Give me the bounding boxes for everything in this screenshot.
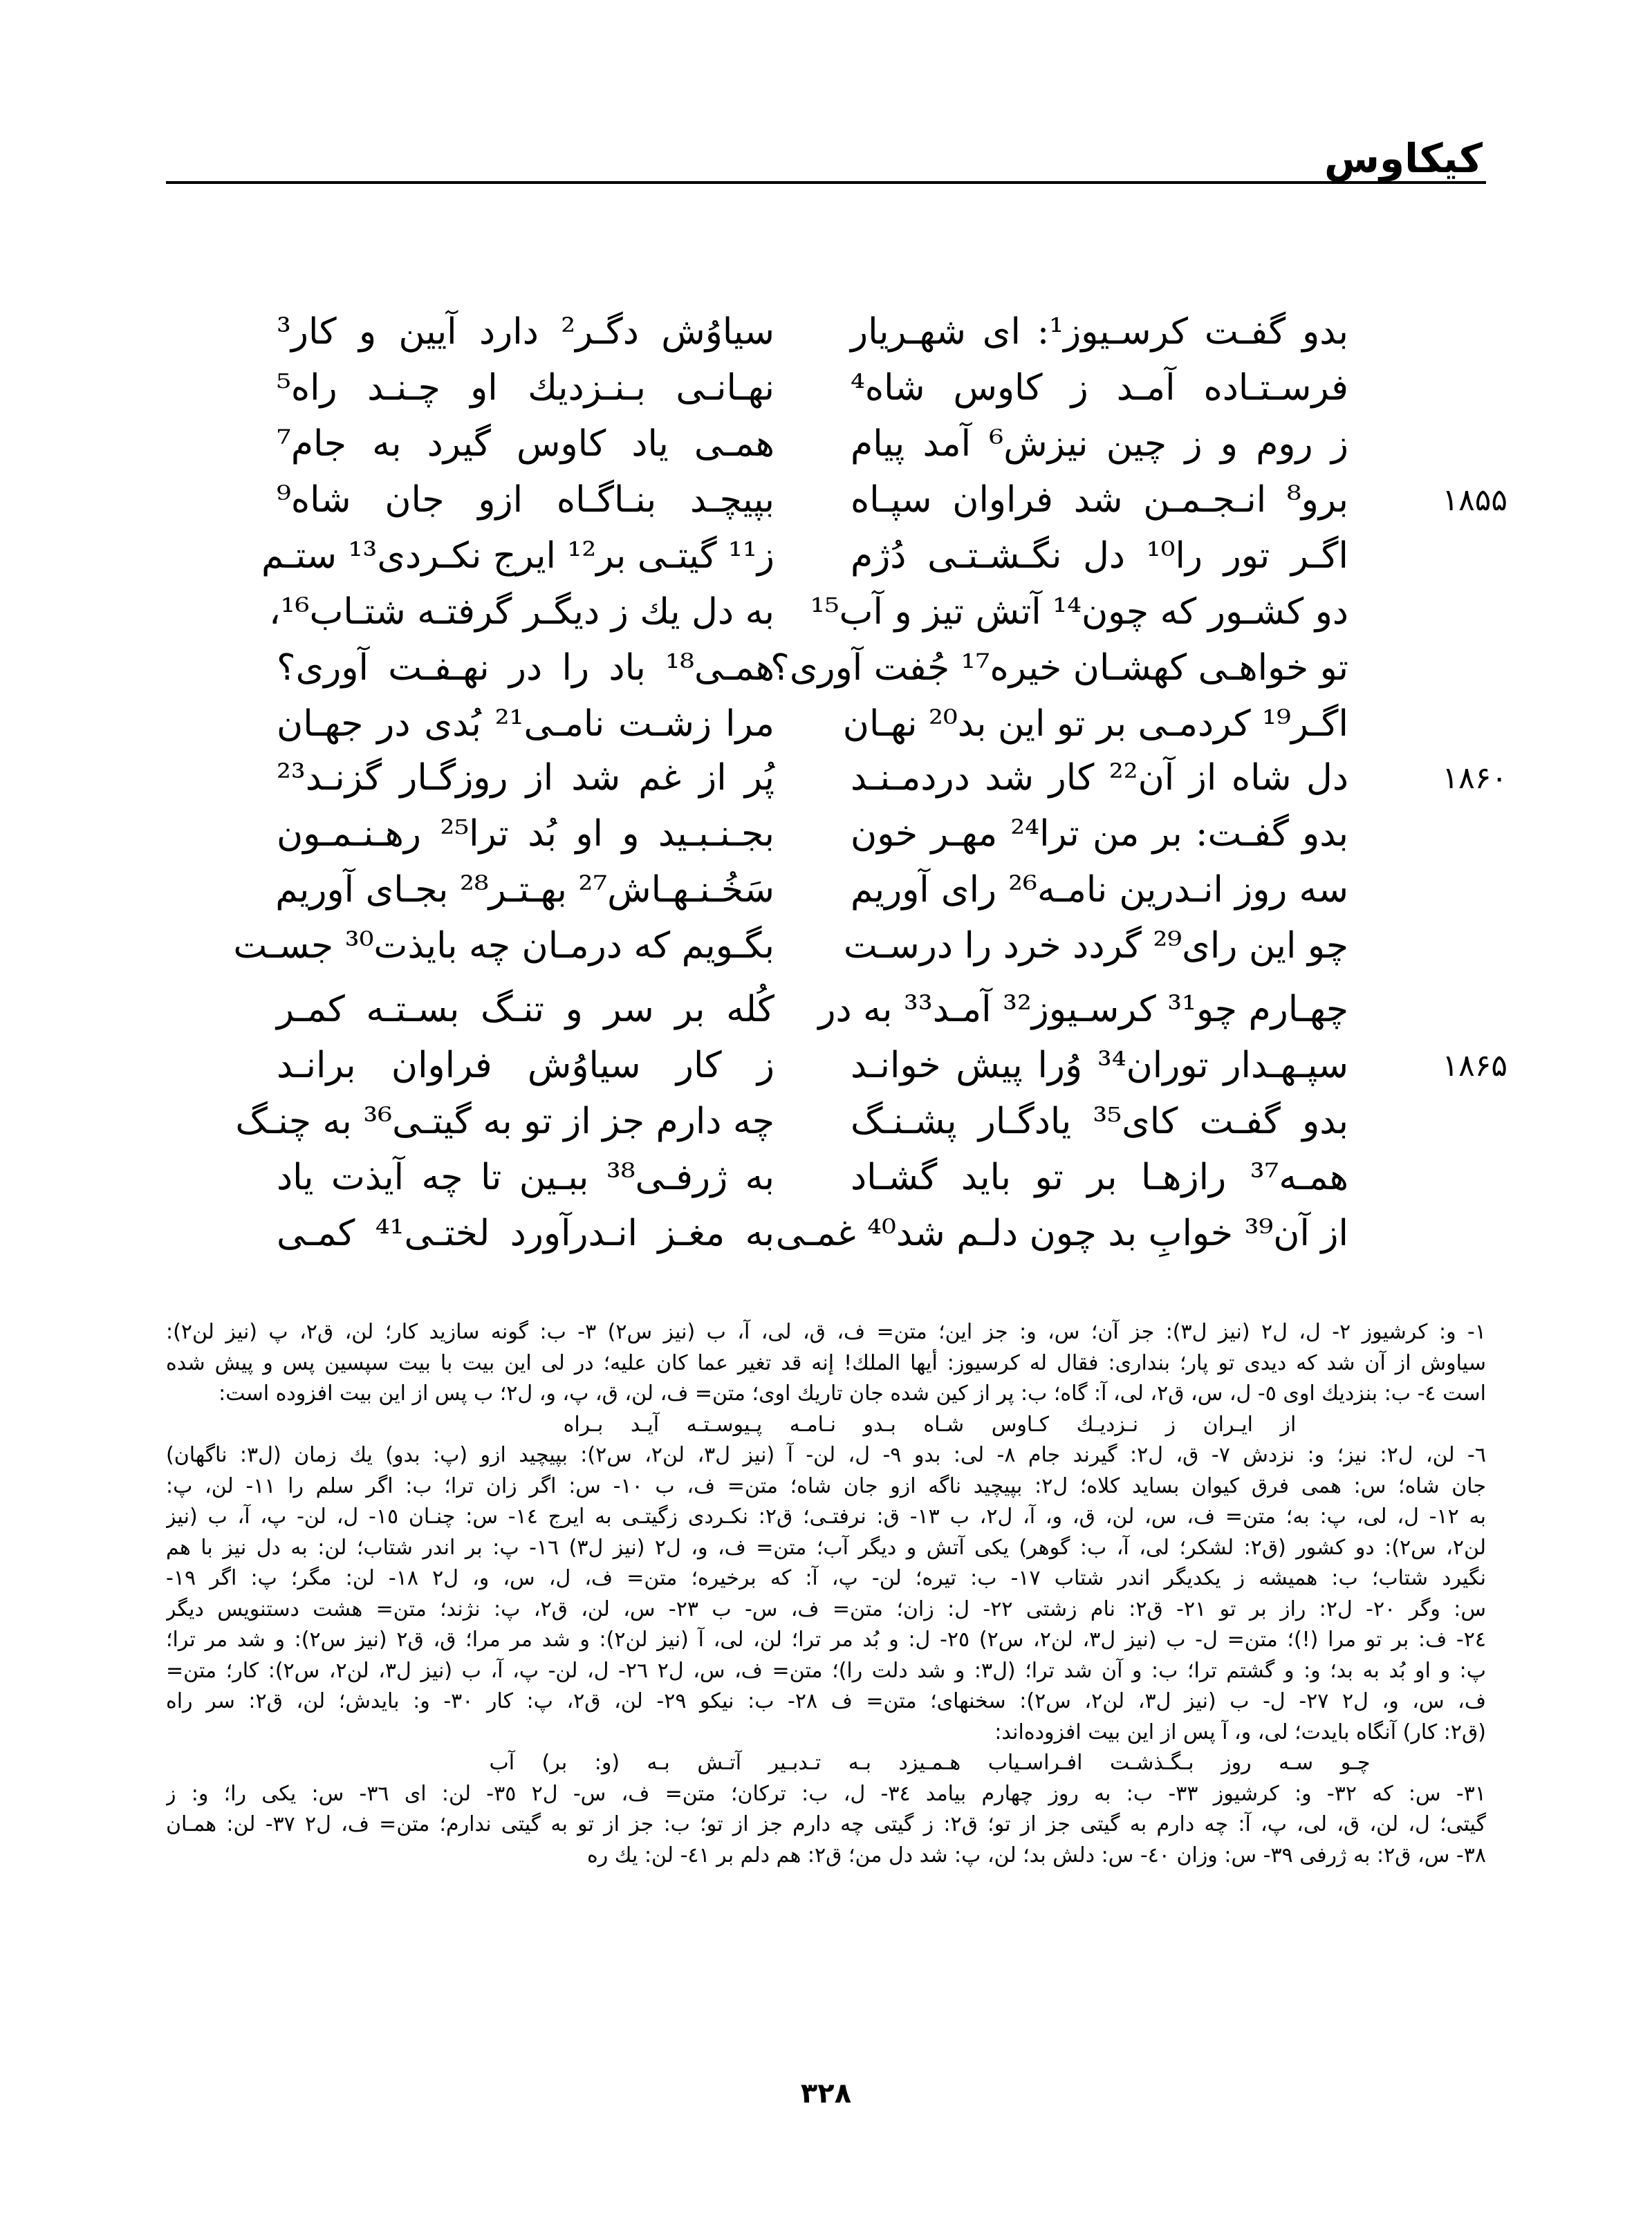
- hemistich-left: ز¹¹ گیتـی بر¹² ایرج نکـردی¹³ ستـم: [261, 535, 774, 577]
- couplet: [233, 918, 1348, 974]
- couplet: [277, 862, 1348, 918]
- hemistich-left: به دل یك ز دیگـر گرفتـه شتـاب¹⁶،: [268, 591, 774, 633]
- couplet: [277, 1038, 1507, 1094]
- hemistich-left: به ژرفـی³⁸ ببـین تا چه آیذت یاد: [277, 1157, 774, 1198]
- couplet: [277, 806, 1348, 862]
- couplet: [277, 472, 1507, 528]
- hemistich-right: همـه³⁷ رازهـا بر تو باید گشـاد: [851, 1157, 1348, 1198]
- header-rule: [166, 181, 1486, 184]
- footnote-line: ٦- لن، ل٢: نیز؛ و: نزدش ٧- ق، ل٢: گیرند جام ٨- لی: بدو ٩- ل، لن- آ (نیز ل٣، لن٢، س٢): بپیچید ازو (پ: بدو) یك زمان (ل٣: ناگهان): [166, 1443, 1486, 1467]
- hemistich-left: سیاوُش دگـر² دارد آیین و کار³: [277, 311, 774, 353]
- verse-line-number: ۱۸۶۵: [1442, 1048, 1507, 1083]
- hemistich-left: همـی¹⁸ باد را در نهـفـت آوری؟: [277, 647, 774, 689]
- hemistich-right: دل شاه از آن²² کار شد دردمـنـد: [851, 757, 1348, 799]
- couplet: [277, 750, 1507, 806]
- footnote-line: س: وگر ٢٠- ل٢: راز بر تو ٢١- ق٢: نام زشتی ٢٢- ل: زان؛ متن= ف، س- ب ٢٣- س، لن، ق٢، پ: نژند؛ متن= هشت دستنویس دیگر: [166, 1596, 1486, 1621]
- hemistich-left: پُر از غم شد از روزگـار گزنـد²³: [277, 757, 774, 799]
- footnote-line: ٢٤- ف: بر تو مرا (!)؛ متن= ل- ب (نیز ل٣، لن٢، س٢) ٢٥- ل: و بُد مر ترا؛ لن، لی، آ (نیز لن٢): و شد مر مرا؛ ق، ق٢ (نیز س٢): و شد مر ترا؛: [166, 1628, 1486, 1652]
- footnote-line: ٣١- س: که ٣٢- و: کرشیوز ٣٣- ب: به روز چهارم بیامد ٣٤- ل، ب: ترکان؛ متن= ف، س- ل٢ ٣٥- لن: ای ٣٦- س: یکی را؛ و: ز: [166, 1781, 1486, 1806]
- couplet: [235, 1094, 1348, 1150]
- hemistich-left: نهـانـی بـنـزدیك او چـنـد راه⁵: [277, 367, 774, 409]
- hemistich-left: بجـنـبـید و او بُد ترا²⁵ رهـنـمـون: [277, 813, 774, 855]
- couplet: [277, 360, 1348, 416]
- footnote-line: ف، س، و، ل٢ ٢٧- ل- ب (نیز ل٣، لن٢، س٢): سخنهای؛ متن= ف ٢٨- ب: نیکو ٢٩- لن، ق٢، پ: کار ٣٠- و: بایدش؛ لن، ق٢: سر راه: [166, 1689, 1486, 1713]
- verse-line-number: ۱۸۵۵: [1442, 483, 1507, 518]
- footnote-line: لن٢، س٢): دو کشور (ق٢: لشکر؛ لی، آ، ب: گوهر) یکی آتش و دیگر آب؛ متن= ف، و، ل٢ (نیز ل٣) ١٦- پ: بر اندر شتاب؛ لن: به دل نیز با هم: [166, 1535, 1486, 1560]
- footnote-line: نگیرد شتاب؛ ب: همیشه ز یکدیگر اندر شتاب ١٧- ب: تیره؛ لن- پ، آ: که برخیره؛ متن= ف، ل، س، و، ل٢ ١٨- لن: مگر؛ پ: اگر ١٩-: [166, 1566, 1486, 1590]
- hemistich-right: ز روم و ز چین نیزش⁶ آمد پیام: [851, 423, 1348, 465]
- hemistich-right: چو این رای²⁹ گردد خرد را درسـت: [843, 925, 1348, 967]
- couplet: [277, 1206, 1348, 1262]
- footnote-line: (ق٢: کار) آنگاه بایدت؛ لی، و، آ پس از این بیت افزوده‌اند:: [994, 1720, 1486, 1744]
- footnotes-apparatus: [166, 1317, 1486, 1871]
- page-number: ۳۲۸: [800, 2078, 852, 2109]
- verse-block-2: [233, 750, 1507, 974]
- hemistich-right: بدو گفـت: بر من ترا²⁴ مهـر خون: [851, 813, 1348, 855]
- couplet: [277, 1150, 1348, 1206]
- hemistich-left: همـی یاد کاوس گیرد به جام⁷: [277, 423, 774, 465]
- footnote-line: جان شاه؛ س: همی فرق کیوان بساید کلاه؛ ل٢: بپیچید ناگه ازو جان شاه؛ متن= ف، ب ١٠- س: اگر زان ترا؛ ب: اگر سلم را ١١- لن، پ:: [166, 1473, 1486, 1498]
- hemistich-left: بگـویم که درمـان چه بایذت³⁰ جسـت: [233, 925, 774, 967]
- footnote-line: پ: و او بُد به بد؛ و: و گشتم ترا؛ ب: و آن شد ترا؛ (ل٣: و شد دلت را)؛ متن= ف، س، ل٢ ٢٦- ل، لن- پ، آ، ب (نیز ل٣، لن٢، س٢): کار؛ متن=: [166, 1658, 1486, 1683]
- couplet: [277, 640, 1348, 696]
- hemistich-left: سَخُـنـهـاش²⁷ بهـتـر²⁸ بجـای آوریم: [275, 869, 774, 911]
- couplet: [277, 982, 1348, 1038]
- footnote-inserted-verse: از ایـران ز نـزدیـك کـاوس شـاه بـدو نـامـه پـیوسـتـه آیـد بـراه: [563, 1412, 1297, 1437]
- couplet: [268, 584, 1348, 640]
- hemistich-left: به مغـز انـدرآورد لختـی⁴¹ کمـی: [277, 1213, 774, 1254]
- hemistich-left: ز کار سیاوُش فراوان برانـد: [277, 1045, 774, 1086]
- hemistich-right: تو خواهـی کهشـان خیره¹⁷ جُفت آوری؟: [770, 647, 1348, 689]
- couplet: [277, 304, 1348, 360]
- footnote-line: گیتی؛ ل، لن، ق، لی، پ، آ: چه دارم به گیتی جز از تو؛ ق٢: ز گیتی چه دارم جز از تو؛ ب: جز از تو به گیتی ندارم؛ متن= ف، ل٢ ٣٧- لن: همـان: [166, 1812, 1486, 1836]
- hemistich-right: بدو گفـت کای³⁵ یادگـار پشـنـگ: [851, 1101, 1348, 1142]
- couplet: [277, 416, 1348, 472]
- footnote-line: ١- و: کرشیوز ٢- ل، ل٢ (نیز ل٣): جز آن؛ س، و: جز این؛ متن= ف، ق، لی، آ، ب (نیز س٢) ٣- ب: گونه سازید کار؛ لن، ق٢، پ (نیز لن٢):: [166, 1320, 1486, 1344]
- hemistich-right: فرسـتـاده آمـد ز کاوس شاه⁴: [851, 367, 1348, 409]
- hemistich-right: بدو گفـت کرسـیوز¹: ای شهـریار: [851, 311, 1348, 353]
- hemistich-right: از آن³⁹ خوابِ بد چون دلـم شد⁴⁰ غمـی: [775, 1213, 1348, 1254]
- verse-line-number: ۱۸۶۰: [1442, 761, 1507, 796]
- hemistich-right: سه روز انـدرین نامـه²⁶ رای آوریم: [851, 869, 1348, 911]
- hemistich-right: اگـر¹⁹ کردمـی بر تو این بد²⁰ نهـان: [842, 703, 1348, 745]
- hemistich-left: مرا زشـت نامـی²¹ بُدی در جهـان: [277, 703, 774, 745]
- hemistich-left: بپیچـد بنـاگـاه ازو جان شاه⁹: [277, 479, 774, 521]
- couplet: [261, 528, 1348, 584]
- verse-block-3: [235, 982, 1507, 1262]
- verse-block-1: [261, 304, 1507, 752]
- hemistich-left: کُله بر سر و تنـگ بسـتـه کمـر: [277, 989, 774, 1030]
- hemistich-right: چهـارم چو³¹ کرسـیوز³² آمـد³³ به در: [818, 989, 1348, 1030]
- couplet: [277, 696, 1348, 752]
- hemistich-right: اگـر تور را¹⁰ دل نگـشـتـی دُژم: [851, 535, 1348, 577]
- footnote-line: سیاوش از آن شد که دیدی تو پار؛ بنداری: فقال له کرسیوز: أیها الملك! إنه قد تغیر عما کان علیه؛ در لی این بیت با بیت سپسین پس و پیش شده: [166, 1350, 1486, 1375]
- hemistich-right: سپـهـدار توران³⁴ وُرا پیش خوانـد: [851, 1045, 1348, 1086]
- hemistich-left: چه دارم جز از تو به گیتـی³⁶ به چنـگ: [235, 1101, 774, 1142]
- footnote-line: ٣٨- س، ق٢: به ژرفی ٣٩- س: وزان ٤٠- س: دلش بد؛ لن، پ: شد دل من؛ ق٢: هم دلم بر ٤١- لن: یك ره: [587, 1843, 1486, 1867]
- footnote-line: است ٤- ب: بنزدیك اوی ٥- ل، س، ق٢، لی، آ: گاه؛ ب: پر از کین شده جان تاریك اوی؛ متن= ف، لن، ق، پ، و، ل٢؛ ب پس از این بیت افزوده است:: [219, 1381, 1486, 1406]
- hemistich-right: دو کشـور که چون¹⁴ آتش تیز و آب¹⁵: [810, 591, 1348, 633]
- hemistich-right: برو⁸ انـجـمـن شد فراوان سپـاه: [851, 479, 1348, 521]
- footnote-line: به ١٢- ل، لی، پ: به؛ متن= ف، س، لن، ق، و، آ، ل٢، ب ١٣- ق: نرفتـی؛ ق٢: نکـردی زگیتـی به ایرج ١٤- س: چنـان ١٥- ل، لن- پ، آ، ب (نیز: [166, 1504, 1486, 1529]
- footnote-inserted-verse: چـو سـه روز بـگـذشـت افـراسـیاب هـمـیزد بـه تـدبـیر آتـش بـه (و: بر) آب: [489, 1751, 1371, 1775]
- running-title: کیکاوس: [1324, 135, 1483, 182]
